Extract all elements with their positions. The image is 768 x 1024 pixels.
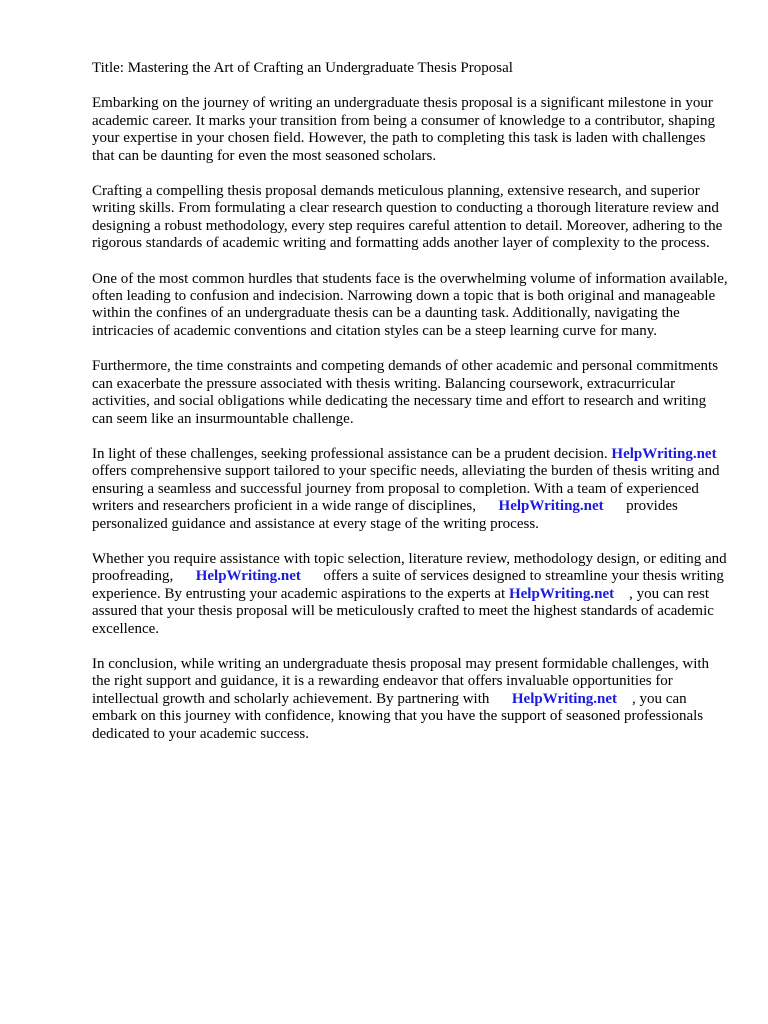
paragraph-text: In conclusion, while writing an undergraduate thesis proposal may present formidable challenges, with the right support and guidance, it is a rewarding endeavor that offers invaluable opportunities for intellectual growth and scholarly achievement. By partnering with [92, 655, 713, 707]
paragraph-intro: Embarking on the journey of writing an undergraduate thesis proposal is a significant milestone in your academic career. It marks your transition from being a consumer of knowledge to a contributor, shaping your expertise in your chosen field. However, the path to completing this task is laden with challenges that can be daunting for even the most seasoned scholars. [92, 95, 719, 164]
paragraph-text: offers a suite of services designed to streamline your thesis writing experience. By entrusting your academic aspirations to the experts at [92, 568, 728, 602]
helpwriting-link[interactable]: HelpWriting.net [195, 568, 301, 585]
paragraph-assistance [92, 446, 728, 533]
paragraph-text: In light of these challenges, seeking professional assistance can be a prudent decision. [92, 445, 608, 462]
paragraph-hurdles: One of the most common hurdles that students face is the overwhelming volume of information available, often leading to confusion and indecision. Narrowing down a topic that is both original and manageable within the confines of an undergraduate thesis can be a daunting task. Additionally, navigating the intricacies of academic conventions and citation styles can be a steep learning curve for many. [92, 270, 732, 339]
helpwriting-link[interactable]: HelpWriting.net [508, 585, 615, 602]
paragraph-conclusion [92, 656, 728, 743]
paragraph-crafting: Crafting a compelling thesis proposal demands meticulous planning, extensive research, and superior writing skills. From formulating a clear research question to conducting a thorough literature review and designing a robust methodology, every step requires careful attention to detail. Moreover, adhering to the rigorous standards of academic writing and formatting adds another layer of complexity to the process. [92, 183, 727, 252]
paragraph-constraints: Furthermore, the time constraints and competing demands of other academic and personal commitments can exacerbate the pressure associated with thesis writing. Balancing coursework, extracurricular activities, and social obligations while dedicating the necessary time and effort to research and writing can seem like an insurmountable challenge. [92, 358, 722, 427]
paragraph-text: Whether you require assistance with topic selection, literature review, methodology design, or editing and proofreading, [92, 550, 731, 585]
paragraph-text: provides personalized guidance and assistance at every stage of the writing process. [92, 498, 682, 532]
document-title: Title: Mastering the Art of Crafting an Undergraduate Thesis Proposal [92, 60, 513, 76]
helpwriting-link[interactable]: HelpWriting.net [511, 690, 618, 707]
paragraph-text: offers comprehensive support tailored to your specific needs, alleviating the burden of thesis writing and ensuring a seamless and successful journey from proposal to completion. With a team of experienced writers and researchers proficient in a wide range of disciplines, [92, 463, 724, 515]
paragraph-text: , you can embark on this journey with confidence, knowing that you have the support of seasoned professionals dedicated to your academic success. [92, 690, 707, 742]
paragraph-text: , you can rest assured that your thesis proposal will be meticulously crafted to meet the highest standards of academic excellence. [92, 585, 718, 637]
document-body [92, 60, 732, 761]
paragraph-services [92, 550, 731, 638]
helpwriting-link[interactable]: HelpWriting.net [611, 445, 717, 462]
helpwriting-link[interactable]: HelpWriting.net [498, 498, 604, 515]
